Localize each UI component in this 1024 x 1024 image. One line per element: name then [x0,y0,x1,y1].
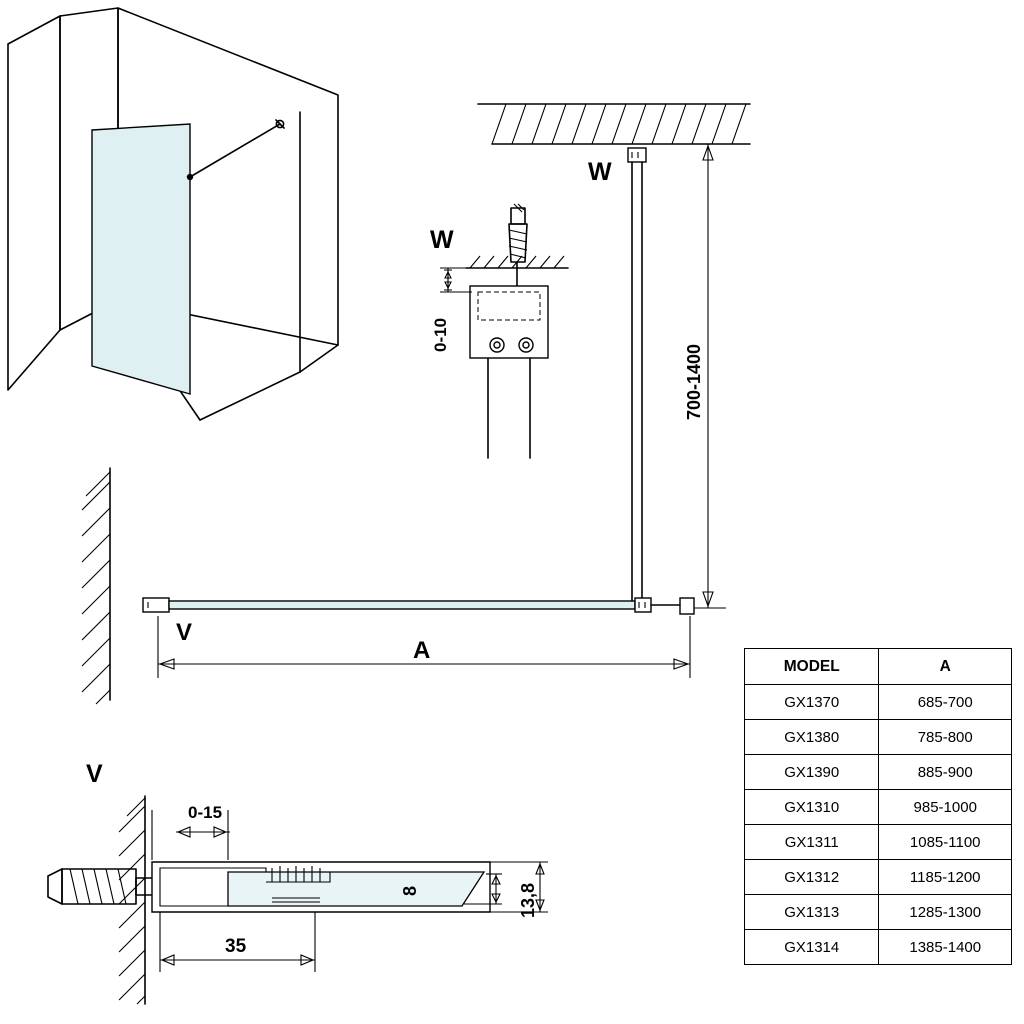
table-row [745,860,1012,895]
svg-text:A: A [413,637,431,664]
svg-text:35: 35 [225,936,247,957]
svg-text:8: 8 [400,885,420,896]
perspective-view [8,8,338,420]
cell-model: GX1314 [745,930,879,965]
table-header-row [745,649,1012,685]
cell-a: 985-1000 [879,790,1012,825]
table-row [745,930,1012,965]
svg-text:0-10: 0-10 [431,317,450,352]
model-dimension-table [744,648,1012,965]
svg-text:13,8: 13,8 [518,882,538,918]
table-row [745,895,1012,930]
cell-a: 885-900 [879,755,1012,790]
svg-text:V: V [176,619,193,646]
screw-icon [509,204,527,296]
cell-a: 1085-1100 [879,825,1012,860]
cell-a: 1385-1400 [879,930,1012,965]
detail-w-bracket [430,204,568,458]
cell-a: 1285-1300 [879,895,1012,930]
svg-text:W: W [588,158,612,186]
cell-model: GX1312 [745,860,879,895]
cell-a: 785-800 [879,720,1012,755]
column-header-a: A [879,649,1012,685]
column-header-model: MODEL [745,649,879,685]
svg-text:V: V [86,760,103,788]
cell-model: GX1370 [745,685,879,720]
table-row [745,755,1012,790]
cell-a: 685-700 [879,685,1012,720]
cell-model: GX1311 [745,825,879,860]
cell-model: GX1380 [745,720,879,755]
table-row [745,720,1012,755]
svg-text:0-15: 0-15 [188,803,223,822]
plan-view [82,468,694,704]
cell-model: GX1390 [745,755,879,790]
cell-model: GX1310 [745,790,879,825]
wall-anchor-screw-icon [48,869,160,904]
table-row [745,825,1012,860]
cell-model: GX1313 [745,895,879,930]
table-row [745,790,1012,825]
svg-text:700-1400: 700-1400 [684,343,704,420]
cell-a: 1185-1200 [879,860,1012,895]
svg-text:W: W [430,226,454,254]
detail-v-section [48,760,548,1004]
table-row [745,685,1012,720]
